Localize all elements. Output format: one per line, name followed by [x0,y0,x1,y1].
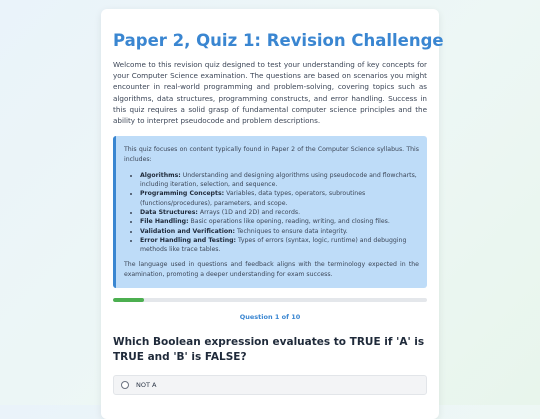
topic-desc: Understanding and designing algorithms using pseudocode and flowcharts, including iteration, selection, and sequence. [140,171,417,189]
radio-button[interactable] [121,381,129,389]
topic-item [140,217,419,226]
topic-name: Programming Concepts: [140,190,225,198]
page-title: Paper 2, Quiz 1: Revision Challenge [113,31,444,50]
topic-desc: Types of errors (syntax, logic, runtime) and debugging methods like trace tables. [140,236,407,254]
topic-desc: Arrays (1D and 2D) and records. [197,209,301,216]
info-lead: This quiz focuses on content typically found in Paper 2 of the Computer Science syllabus. This includes: [124,146,419,163]
topic-name: Algorithms: [140,171,181,179]
answer-option-label: NOT A [136,381,157,390]
topic-item [140,189,419,208]
topic-item [140,236,419,255]
topic-desc: Techniques to ensure data integrity. [234,227,348,235]
topic-item [140,227,419,236]
topic-name: Data Structures: [140,209,198,216]
topic-desc: Variables, data types, operators, subroutines (functions/procedures), parameters, and scope. [140,190,366,207]
progress-bar [113,298,427,302]
question-counter: Question 1 of 10 [239,313,301,322]
progress-fill [113,298,144,302]
quiz-card [101,9,444,419]
topic-item [140,171,419,190]
topic-name: Error Handling and Testing: [140,236,237,244]
topic-list [124,171,419,255]
intro-text: Welcome to this revision quiz designed to test your understanding of key concepts for your Computer Science examination. The questions are based on scenarios you might encounter in real-world programming and problem-solving, covering topics such as algorithms, data structures, programming constructs, and error handling. Success in this quiz requires a solid grasp of fundamental computer science principles and the ability to interpret pseudocode and problem descriptions. [113,60,427,126]
syllabus-info-box [113,136,427,288]
info-closing: The language used in questions and feedback aligns with the terminology expected in the examination, promoting a deeper understanding for exam success. [124,261,419,278]
answer-option[interactable] [113,375,427,395]
topic-item [140,208,419,217]
topic-name: File Handling: [140,218,189,226]
question-text: Which Boolean expression evaluates to TRUE if 'A' is TRUE and 'B' is FALSE? [113,336,425,364]
topic-desc: Basic operations like opening, reading, writing, and closing files. [188,218,390,226]
topic-name: Validation and Verification: [140,227,235,235]
